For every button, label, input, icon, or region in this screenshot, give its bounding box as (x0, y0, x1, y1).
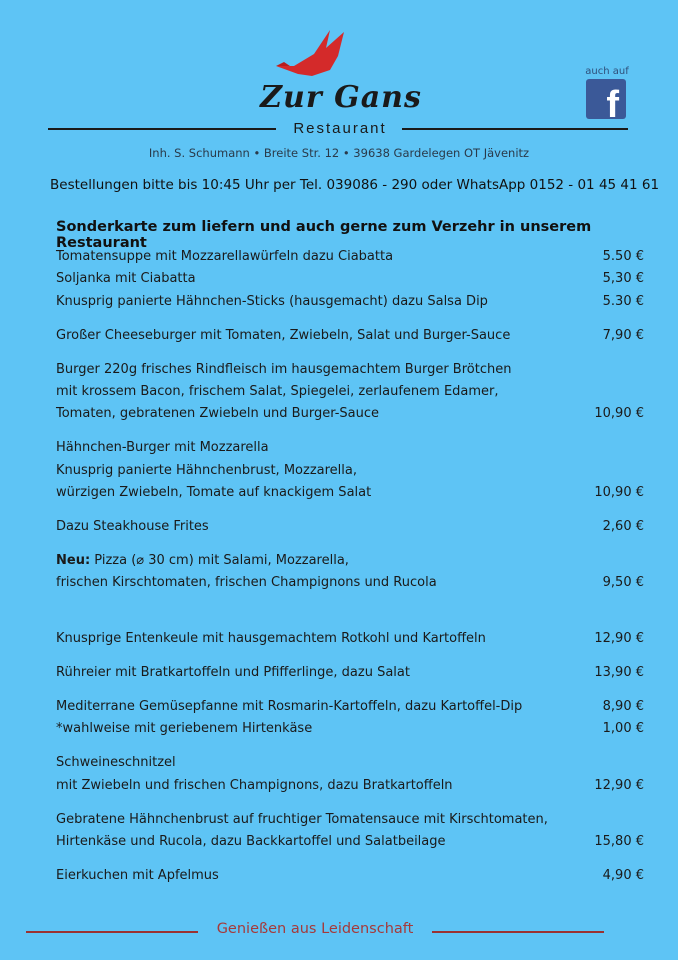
menu-price: 10,90 € (594, 485, 644, 500)
new-label: Neu: (56, 553, 91, 568)
menu-price: 13,90 € (594, 665, 644, 680)
order-info: Bestellungen bitte bis 10:45 Uhr per Tel. 039086 - 290 oder WhatsApp 0152 - 01 45 41 61 (50, 177, 660, 193)
menu-price: 4,90 € (602, 868, 644, 883)
menu-price: 15,80 € (594, 834, 644, 849)
menu-line: Knusprig panierte Hähnchenbrust, Mozzarella, (56, 463, 357, 478)
menu-line: Tomaten, gebratenen Zwiebeln und Burger-Sauce (56, 406, 380, 421)
menu-line-pizza (56, 553, 349, 568)
menu-line: *wahlweise mit geriebenem Hirtenkäse (56, 721, 313, 736)
header-rule-right (402, 128, 628, 130)
menu-line: Gebratene Hähnchenbrust auf fruchtiger Tomatensauce mit Kirschtomaten, (56, 812, 548, 827)
menu-price: 12,90 € (594, 631, 644, 646)
facebook-label: auch auf (585, 66, 629, 77)
menu-line: Dazu Steakhouse Frites (56, 519, 209, 534)
footer-rule-right (432, 931, 604, 933)
menu-line: Soljanka mit Ciabatta (56, 271, 196, 286)
menu-price: 7,90 € (602, 328, 644, 343)
facebook-icon[interactable]: f (586, 79, 626, 119)
menu-price: 2,60 € (602, 519, 644, 534)
menu-price: 5.50 € (602, 249, 644, 264)
menu-price: 10,90 € (594, 406, 644, 421)
menu-line: Burger 220g frisches Rindfleisch im hausgemachtem Burger Brötchen (56, 362, 512, 377)
menu-line: mit Zwiebeln und frischen Champignons, dazu Bratkartoffeln (56, 778, 453, 793)
header-rule-left (48, 128, 276, 130)
menu-line: Schweineschnitzel (56, 755, 176, 770)
menu-line: Hirtenkäse und Rucola, dazu Backkartoffel und Salatbeilage (56, 834, 446, 849)
menu-price: 12,90 € (594, 778, 644, 793)
menu-line: mit krossem Bacon, frischem Salat, Spiegelei, zerlaufenem Edamer, (56, 384, 499, 399)
pizza-text: Pizza (⌀ 30 cm) mit Salami, Mozzarella, (94, 553, 349, 568)
menu-line: Hähnchen-Burger mit Mozzarella (56, 440, 269, 455)
menu-price: 8,90 € (602, 699, 644, 714)
menu-price: 5.30 € (602, 294, 644, 309)
menu-heading: Sonderkarte zum liefern und auch gerne zum Verzehr in unserem Restaurant (56, 219, 592, 251)
menu-line: Großer Cheeseburger mit Tomaten, Zwiebeln, Salat und Burger-Sauce (56, 328, 511, 343)
menu-line: Knusprige Entenkeule mit hausgemachtem Rotkohl und Kartoffeln (56, 631, 486, 646)
menu-line: frischen Kirschtomaten, frischen Champignons und Rucola (56, 575, 437, 590)
footer-slogan: Genießen aus Leidenschaft (216, 921, 414, 937)
menu-line: würzigen Zwiebeln, Tomate auf knackigem Salat (56, 485, 372, 500)
menu-line: Mediterrane Gemüsepfanne mit Rosmarin-Kartoffeln, dazu Kartoffel-Dip (56, 699, 523, 714)
address-line: Inh. S. Schumann • Breite Str. 12 • 39638 Gardelegen OT Jävenitz (148, 146, 530, 160)
menu-price: 9,50 € (602, 575, 644, 590)
menu-price: 5,30 € (602, 271, 644, 286)
menu-price: 1,00 € (602, 721, 644, 736)
menu-line: Tomatensuppe mit Mozzarellawürfeln dazu Ciabatta (56, 249, 394, 264)
brand-subtitle: Restaurant (293, 120, 387, 137)
menu-line: Rühreier mit Bratkartoffeln und Pfifferlinge, dazu Salat (56, 665, 410, 680)
menu-line: Knusprig panierte Hähnchen-Sticks (hausgemacht) dazu Salsa Dip (56, 294, 488, 309)
brand-name: Zur Gans (260, 80, 422, 115)
menu-line: Eierkuchen mit Apfelmus (56, 868, 219, 883)
footer-rule-left (26, 931, 198, 933)
